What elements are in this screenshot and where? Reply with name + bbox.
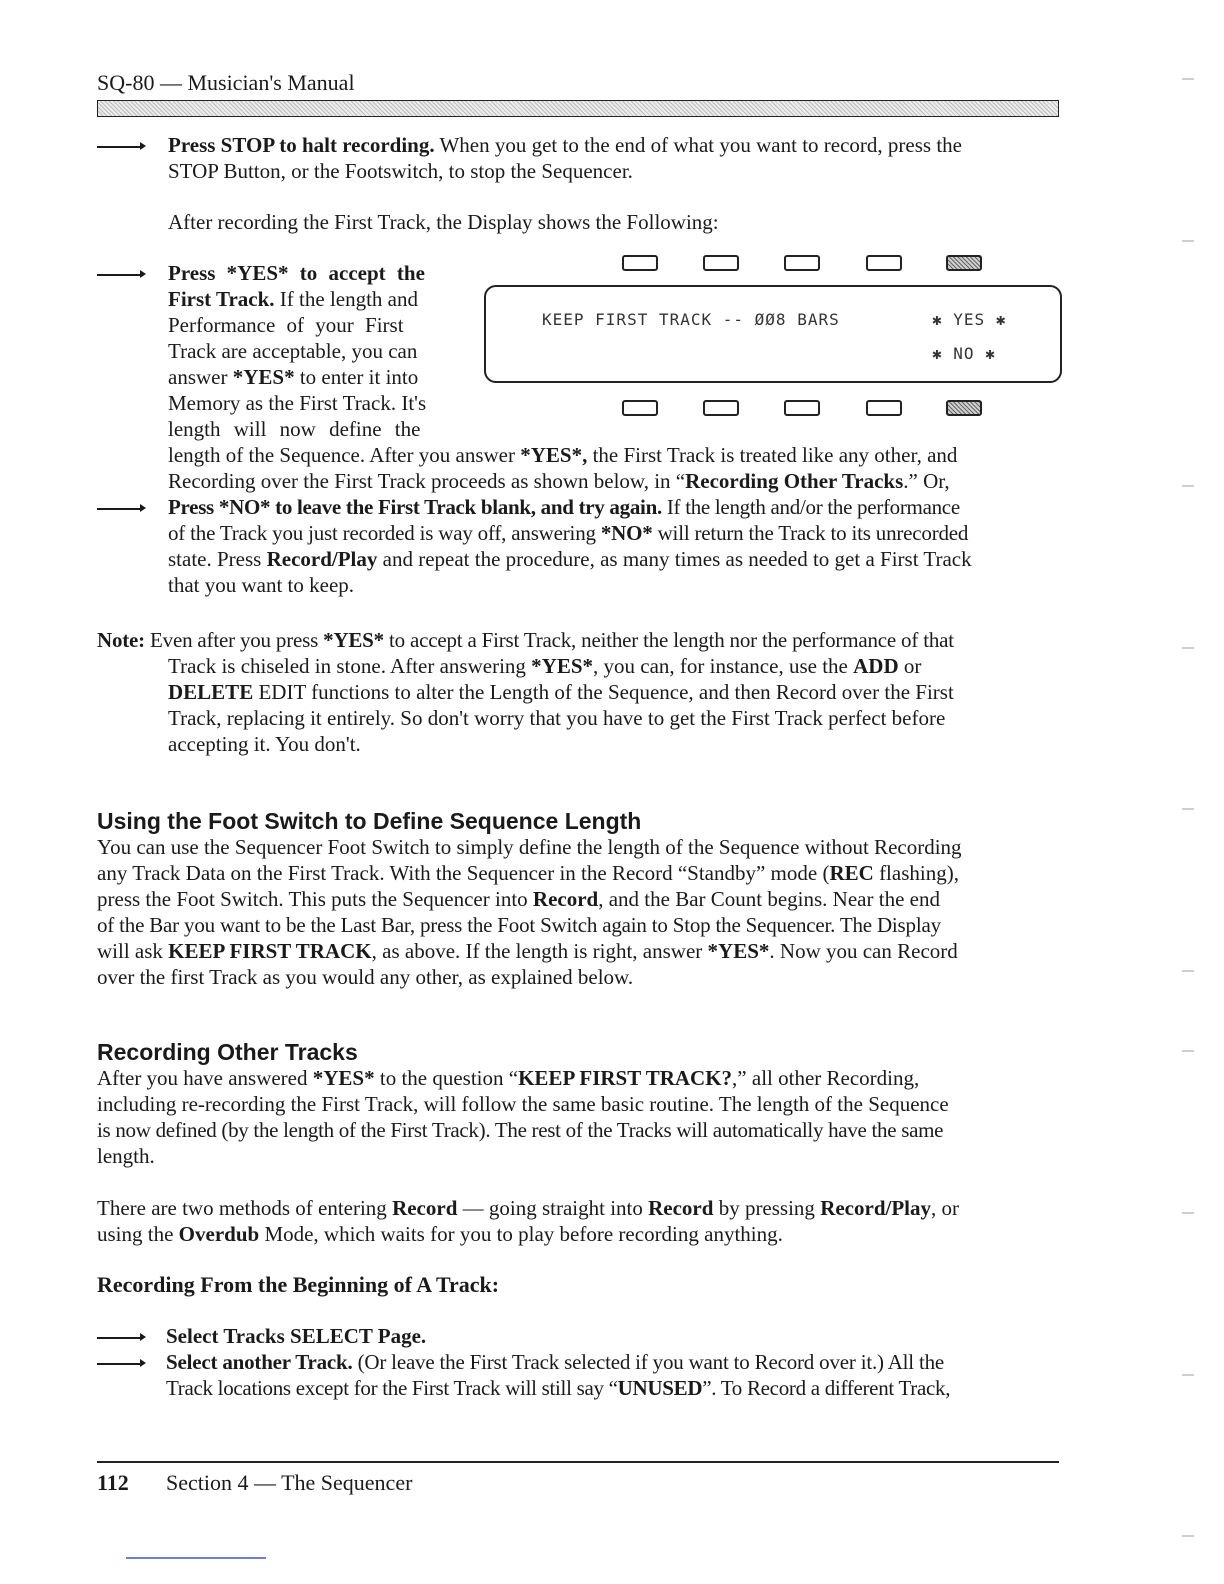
lcd-yes-option: ✱ YES ✱: [932, 310, 1007, 329]
soft-button-top-3: [784, 255, 820, 271]
step-stop: Press STOP to halt recording. When you get to the end of what you want to record, press the STOP Button, or the Footswitch, to stop the Sequencer.: [168, 133, 962, 183]
step-arrow-icon: [97, 134, 147, 160]
scan-edge-mark: [126, 1557, 266, 1559]
scan-edge-mark: [1182, 970, 1194, 972]
footer-rule: [97, 1461, 1059, 1463]
soft-button-top-2: [703, 255, 739, 271]
lcd-display: [484, 285, 1062, 383]
scan-edge-mark: [1182, 1050, 1194, 1052]
note-label: Note:: [97, 628, 145, 652]
scan-edge-mark: [1182, 240, 1194, 242]
lcd-no-option: ✱ NO ✱: [932, 344, 996, 363]
section-heading-foot-switch: Using the Foot Switch to Define Sequence Length: [97, 808, 642, 834]
soft-button-top-4: [866, 255, 902, 271]
page-number: 112: [97, 1470, 129, 1495]
step-arrow-icon: [97, 262, 147, 288]
scan-edge-mark: [1182, 485, 1194, 487]
lcd-line-1: KEEP FIRST TRACK -- ØØ8 BARS: [542, 310, 840, 329]
running-header: SQ-80 — Musician's Manual: [97, 70, 355, 95]
step-arrow-icon: [97, 1351, 147, 1377]
foot-switch-paragraph: You can use the Sequencer Foot Switch to simply define the length of the Sequence without Recording any Track Data on the First Track. With the Sequencer in the Record “Standby” mode (REC flashing), press the Foot Switch. This puts the Sequencer into Record, and the Bar Count begins. Near the end of the Bar you want to be the Last Bar, press the Foot Switch again to Stop the Sequencer. The Display will ask KEEP FIRST TRACK, as above. If the length is right, answer *YES*. Now you can Record over the first Track as you would any other, as explained below.: [97, 835, 962, 989]
step-no-title: Press *NO* to leave the First Track blank, and try again.: [168, 495, 662, 519]
step-select-page: Select Tracks SELECT Page.: [166, 1324, 427, 1348]
step-stop-title: Press STOP to halt recording.: [168, 133, 435, 157]
soft-button-bottom-3: [784, 400, 820, 416]
header-band: [97, 100, 1059, 117]
scan-edge-mark: [1182, 647, 1194, 649]
step-arrow-icon: [97, 496, 147, 522]
note-body: Track is chiseled in stone. After answering *YES*, you can, for instance, use the ADD or DELETE EDIT functions to alter the Length of the Sequence, and then Record over the First Track, replacing it entirely. So don't worry that you have to get the First Track perfect before accepting it. You don't.: [168, 654, 954, 756]
subsection-heading: Recording From the Beginning of A Track:: [97, 1272, 500, 1297]
scan-edge-mark: [1182, 1535, 1194, 1537]
section-heading-other-tracks: Recording Other Tracks: [97, 1039, 358, 1065]
soft-button-top-1: [622, 255, 658, 271]
step-yes-title: Press *YES* to accept the: [168, 261, 425, 285]
soft-button-bottom-1: [622, 400, 658, 416]
footer-section: Section 4 — The Sequencer: [166, 1470, 413, 1495]
scan-edge-mark: [1182, 1212, 1194, 1214]
soft-button-bottom-2: [703, 400, 739, 416]
record-methods-paragraph: There are two methods of entering Record — going straight into Record by pressing Record/Play, or using the Overdub Mode, which waits for you to play before recording anything.: [97, 1196, 959, 1246]
step-arrow-icon: [97, 1325, 147, 1351]
step-yes-column: Press *YES* to accept the First Track. If the length and Performance of your First Track are acceptable, you can answer *YES* to enter it into Memory as the First Track. It's length will now define the: [168, 261, 427, 441]
soft-button-top-5-lit: [946, 255, 982, 271]
scan-edge-mark: [1182, 808, 1194, 810]
scan-edge-mark: [1182, 1374, 1194, 1376]
after-recording-text: After recording the First Track, the Display shows the Following:: [168, 210, 719, 234]
step-yes-continued: length of the Sequence. After you answer *YES*, the First Track is treated like any other, and Recording over the First Track proceeds as shown below, in “Recording Other Tracks.” Or,: [168, 443, 958, 493]
step-select-another-track: Select another Track. (Or leave the First Track selected if you want to Record over it.) All the Track locations except for the First Track will still say “UNUSED”. To Record a different Track,: [166, 1350, 951, 1400]
soft-button-bottom-5-lit: [946, 400, 982, 416]
soft-button-bottom-4: [866, 400, 902, 416]
note-block: Note: Even after you press *YES* to accept a First Track, neither the length nor the performance of that: [97, 628, 954, 652]
other-tracks-paragraph: After you have answered *YES* to the question “KEEP FIRST TRACK?,” all other Recording, including re-recording the First Track, will follow the same basic routine. The length of the Sequence is now defined (by the length of the First Track). The rest of the Tracks will automatically have the same length.: [97, 1066, 949, 1168]
step-no: Press *NO* to leave the First Track blank, and try again. If the length and/or the performance of the Track you just recorded is way off, answering *NO* will return the Track to its unrecorded state. Press Record/Play and repeat the procedure, as many times as needed to get a First Track that you want to keep.: [168, 495, 972, 597]
scan-edge-mark: [1182, 78, 1194, 80]
